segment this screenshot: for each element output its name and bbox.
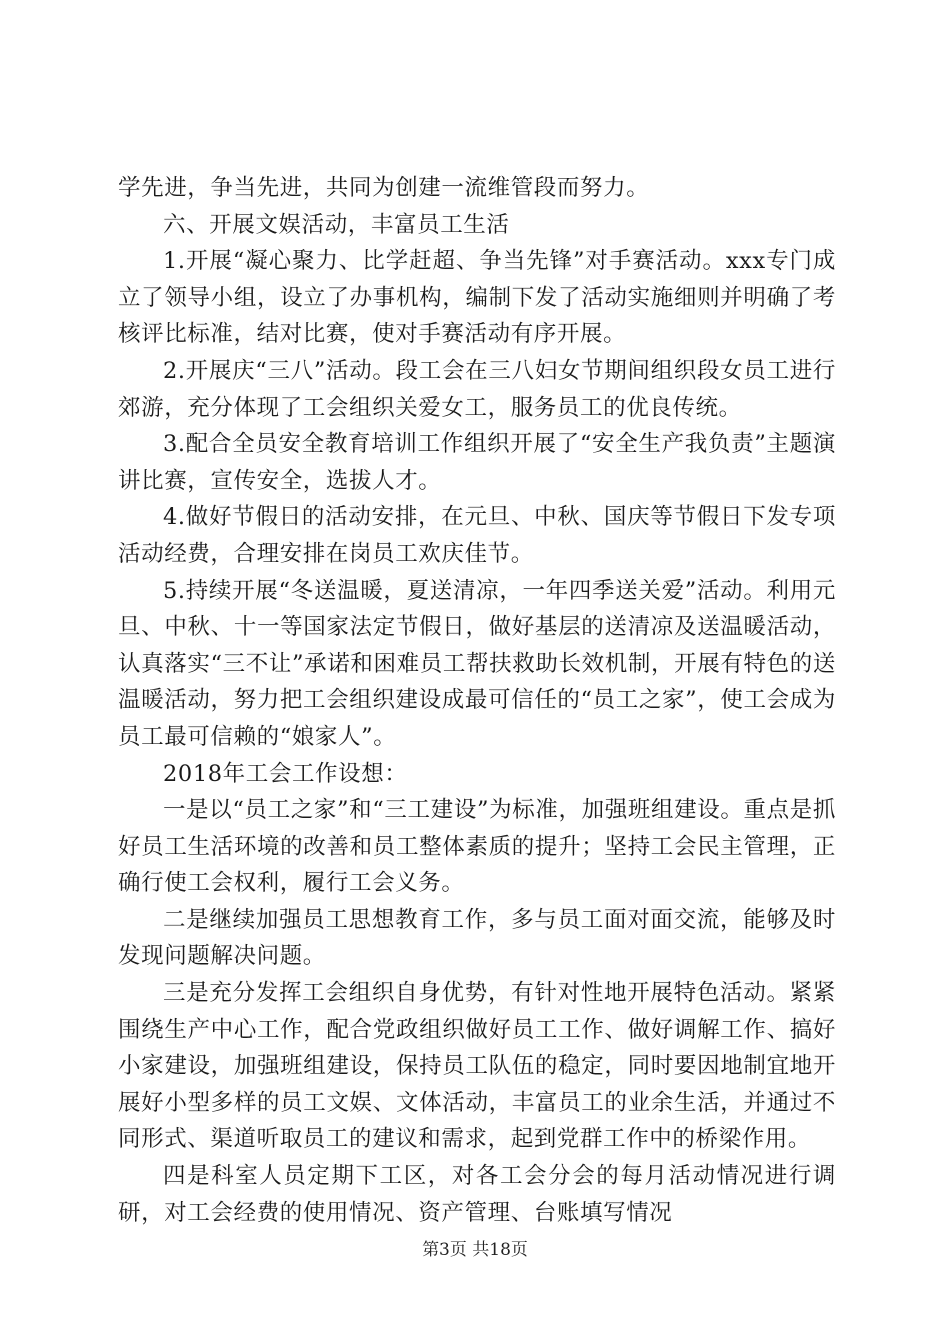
paragraph-item-1: 1.开展“凝心聚力、比学赶超、争当先锋”对手赛活动。xxx专门成立了领导小组，设立了办事机构，编制下发了活动实施细则并明确了考核评比标准，结对比赛，使对手赛活动有序开展。: [118, 248, 836, 348]
paragraph-item-5: 5.持续开展“冬送温暖，夏送清凉，一年四季送关爱”活动。利用元旦、中秋、十一等国家法定节假日，做好基层的送清凉及送温暖活动，认真落实“三不让”承诺和困难员工帮扶救助长效机制，开展有特色的送温暖活动，努力把工会组织建设成最可信任的“员工之家”，使工会成为员工最可信赖的“娘家人”。: [118, 577, 836, 750]
section-heading-six: 六、开展文娱活动，丰富员工生活: [163, 211, 510, 238]
page-number-footer: 第3页 共18页: [422, 1240, 528, 1260]
paragraph-plan-1: 一是以“员工之家”和“三工建设”为标准，加强班组建设。重点是抓好员工生活环境的改善和员工整体素质的提升；坚持工会民主管理，正确行使工会权利，履行工会义务。: [118, 797, 836, 897]
paragraph-item-2: 2.开展庆“三八”活动。段工会在三八妇女节期间组织段女员工进行郊游，充分体现了工会组织关爱女工，服务员工的优良传统。: [118, 357, 836, 421]
paragraph-plan-3: 三是充分发挥工会组织自身优势，有针对性地开展特色活动。紧紧围绕生产中心工作，配合党政组织做好员工工作、做好调解工作、搞好小家建设，加强班组建设，保持员工队伍的稳定，同时要因地制宜地开展好小型多样的员工文娱、文体活动，丰富员工的业余生活，并通过不同形式、渠道听取员工的建议和需求，起到党群工作中的桥梁作用。: [118, 980, 836, 1153]
paragraph-continuation: 学先进，争当先进，共同为创建一流维管段而努力。: [118, 175, 650, 201]
paragraph-plan-4: 四是科室人员定期下工区，对各工会分会的每月活动情况进行调研，对工会经费的使用情况、资产管理、台账填写情况: [118, 1163, 836, 1226]
paragraph-plan-2: 二是继续加强员工思想教育工作，多与员工面对面交流，能够及时发现问题解决问题。: [118, 906, 836, 970]
paragraph-item-3: 3.配合全员安全教育培训工作组织开展了“安全生产我负责”主题演讲比赛，宣传安全，选拔人才。: [118, 431, 836, 494]
document-body: [118, 170, 836, 1231]
section-heading-2018-plan: 2018年工会工作设想：: [163, 760, 408, 787]
paragraph-item-4: 4.做好节假日的活动安排，在元旦、中秋、国庆等节假日下发专项活动经费，合理安排在岗员工欢庆佳节。: [118, 504, 836, 567]
